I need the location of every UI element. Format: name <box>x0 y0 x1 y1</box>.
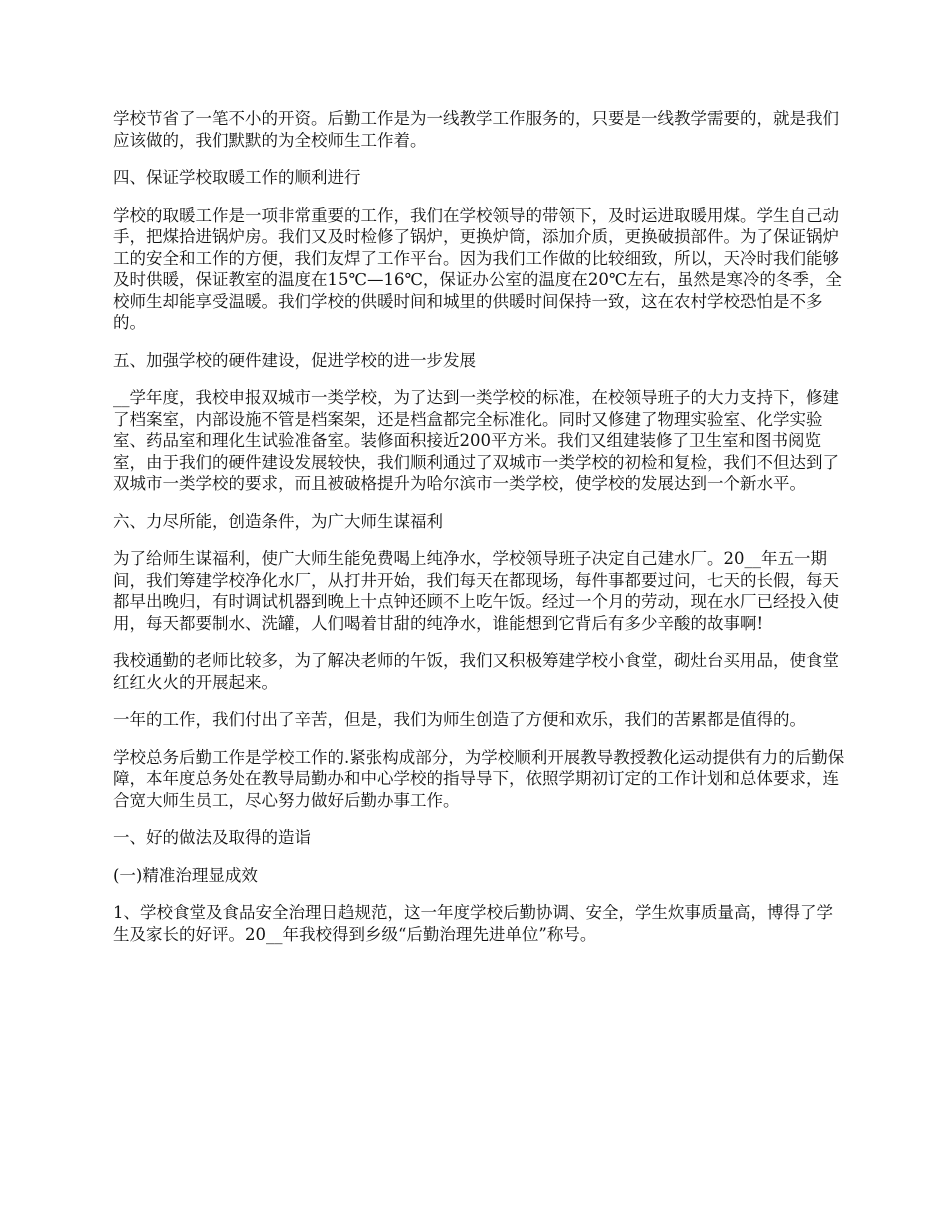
paragraph-canteen: 我校通勤的老师比较多，为了解决老师的午饭，我们又积极筹建学校小食堂，砌灶台买用品，使食堂红红火火的开展起来。 <box>113 651 839 692</box>
document-body <box>113 108 848 961</box>
subsection-heading-management: (一)精准治理显成效 <box>113 865 258 885</box>
paragraph-water-plant: 为了给师生谋福利，使广大师生能免费喝上纯净水，学校领导班子决定自己建水厂。20__年五一期间，我们筹建学校净化水厂，从打井开始，我们每天在都现场，每件事都要过问，七天的长假，每天都早出晚归，有时调试机器到晚上十点钟还顾不上吃午饭。经过一个月的劳动，现在水厂已经投入使用，每天都要制水、洗罐，人们喝着甘甜的纯净水，谁能想到它背后有多少辛酸的故事啊! <box>113 549 839 633</box>
paragraph-logistics-intro: 学校总务后勤工作是学校工作的.紧张构成部分，为学校顺利开展教导教授教化运动提供有力的后勤保障，本年度总务处在教导局勤办和中心学校的指导导下，依照学期初订定的工作计划和总体要求，连合宽大师生员工，尽心努力做好后勤办事工作。 <box>113 747 845 810</box>
section-heading-heating: 四、保证学校取暖工作的顺利进行 <box>113 168 361 187</box>
paragraph-food-safety: 1、学校食堂及食品安全治理日趋规范，这一年度学校后勤协调、安全，学生炊事质量高，博得了学生及家长的好评。20__年我校得到乡级“后勤治理先进单位”称号。 <box>113 903 833 944</box>
paragraph-summary: 一年的工作，我们付出了辛苦，但是，我们为师生创造了方便和欢乐，我们的苦累都是值得的。 <box>113 710 806 729</box>
paragraph-heating: 学校的取暖工作是一项非常重要的工作，我们在学校领导的带领下，及时运进取暖用煤。学生自己动手，把煤拾进锅炉房。我们又及时检修了锅炉，更换炉筒，添加介质，更换破损部件。为了保证锅炉工的安全和工作的方便，我们友焊了工作平台。因为我们工作做的比较细致，所以，天冷时我们能够及时供暖，保证教室的温度在15℃—16℃，保证办公室的温度在20℃左右，虽然是寒冷的冬季，全校师生却能享受温暖。我们学校的供暖时间和城里的供暖时间保持一致，这在农村学校恐怕是不多的。 <box>113 205 842 332</box>
section-heading-welfare: 六、力尽所能，创造条件，为广大师生谋福利 <box>113 511 443 531</box>
paragraph-savings: 学校节省了一笔不小的开资。后勤工作是为一线教学工作服务的，只要是一线教学需要的，就是我们应该做的，我们默默的为全校师生工作着。 <box>113 109 839 150</box>
section-heading-hardware: 五、加强学校的硬件建设，促进学校的进一步发展 <box>113 350 476 370</box>
section-heading-achievements: 一、好的做法及取得的造诣 <box>113 828 311 847</box>
paragraph-hardware: __学年度，我校申报双城市一类学校，为了达到一类学校的标准，在校领导班子的大力支持下，修建了档案室，内部设施不管是档案架，还是档盒都完全标准化。同时又修建了物理实验室、化学实验室、药品室和理化生试验准备室。装修面积接近200平方米。我们又组建装修了卫生室和图书阅览室，由于我们的硬件建设发展较快，我们顺利通过了双城市一类学校的初检和复检，我们不但达到了双城市一类学校的要求，而且被破格提升为哈尔滨市一类学校，使学校的发展达到一个新水平。 <box>113 388 839 493</box>
